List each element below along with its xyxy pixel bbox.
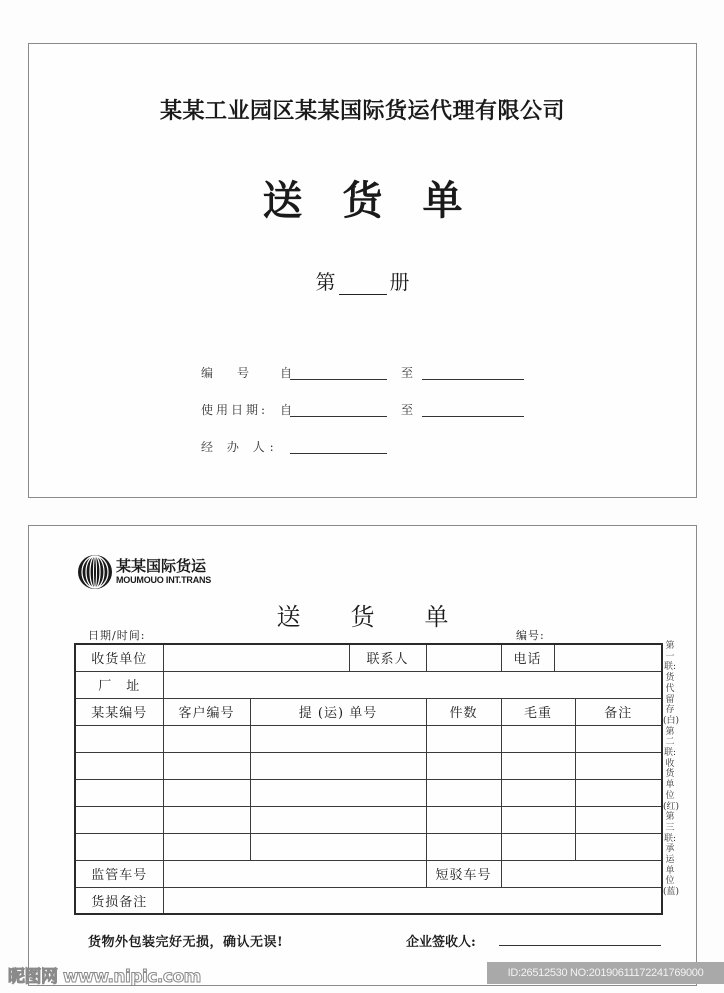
contact-label: 联系人 [349, 644, 426, 671]
cell-pieces[interactable] [426, 779, 501, 806]
cover-page [28, 43, 697, 498]
col-header-our-number: 某某编号 [75, 698, 163, 725]
logo-name-en: MOUMOUO INT.TRANS [116, 575, 212, 585]
cell-our-number[interactable] [75, 752, 163, 779]
delivery-form [28, 525, 697, 986]
cell-our-number[interactable] [75, 833, 163, 860]
serial-from-field[interactable] [290, 379, 387, 380]
goods-confirmation-text: 货物外包装完好无损，确认无误! [88, 935, 284, 950]
address-row [75, 671, 662, 698]
cell-remarks[interactable] [575, 779, 662, 806]
cell-bill-number[interactable] [250, 833, 426, 860]
watermark-site: 昵图网 www.nipic.com [8, 967, 201, 987]
cell-our-number[interactable] [75, 725, 163, 752]
cell-remarks[interactable] [575, 833, 662, 860]
usage-date-label: 使用日期: [201, 403, 269, 417]
cell-gross-weight[interactable] [501, 806, 575, 833]
cell-our-number[interactable] [75, 806, 163, 833]
address-field[interactable] [163, 671, 662, 698]
cell-customer-number[interactable] [163, 779, 250, 806]
customs-vehicle-label: 监管车号 [75, 860, 163, 887]
phone-field[interactable] [554, 644, 662, 671]
cell-customer-number[interactable] [163, 833, 250, 860]
table-row [75, 833, 662, 860]
date-time-label: 日期/时间: [88, 629, 146, 642]
customs-vehicle-field[interactable] [163, 860, 426, 887]
form-title: 送货单 [276, 603, 499, 631]
col-header-customer-number: 客户编号 [163, 698, 250, 725]
table-row [75, 752, 662, 779]
volume-line [29, 266, 696, 295]
copy-distribution-note: 第一联:货代留存(白) 第二联:收货单位(红) 第三联:承运单位(蓝) [663, 641, 680, 898]
company-name: 某某工业园区某某国际货运代理有限公司 [159, 98, 565, 124]
cell-pieces[interactable] [426, 806, 501, 833]
serial-to-field[interactable] [422, 379, 524, 380]
address-label: 厂 址 [75, 671, 163, 698]
cell-remarks[interactable] [575, 806, 662, 833]
cell-bill-number[interactable] [250, 725, 426, 752]
cell-bill-number[interactable] [250, 779, 426, 806]
serial-to-label: 至 [401, 366, 417, 380]
signer-label: 企业签收人: [406, 935, 476, 950]
col-header-bill-number: 提 (运) 单号 [250, 698, 426, 725]
cell-gross-weight[interactable] [501, 725, 575, 752]
date-from-field[interactable] [290, 416, 387, 417]
cell-remarks[interactable] [575, 725, 662, 752]
volume-prefix: 第 [315, 270, 336, 294]
consignee-field[interactable] [163, 644, 349, 671]
cell-bill-number[interactable] [250, 806, 426, 833]
volume-suffix: 册 [389, 270, 410, 294]
col-header-pieces: 件数 [426, 698, 501, 725]
table-row [75, 806, 662, 833]
volume-blank[interactable] [339, 277, 387, 295]
col-header-remarks: 备注 [575, 698, 662, 725]
contact-field[interactable] [426, 644, 501, 671]
form-number-label: 编号: [516, 629, 545, 642]
cell-our-number[interactable] [75, 779, 163, 806]
handler-label: 经 办 人: [201, 440, 279, 454]
cell-gross-weight[interactable] [501, 752, 575, 779]
consignee-row [75, 644, 662, 671]
company-logo-icon [77, 554, 113, 590]
table-row [75, 779, 662, 806]
date-to-label: 至 [401, 403, 417, 417]
date-to-field[interactable] [422, 416, 524, 417]
vehicle-row [75, 860, 662, 887]
cover-title: 送货单 [262, 177, 503, 224]
damage-remarks-label: 货损备注 [75, 887, 163, 914]
watermark-id: ID:26512530 NO:20190611172241769000 [487, 962, 724, 984]
cell-pieces[interactable] [426, 833, 501, 860]
cell-customer-number[interactable] [163, 725, 250, 752]
table-row [75, 725, 662, 752]
serial-label: 编 号 [201, 366, 250, 380]
handler-field[interactable] [290, 453, 387, 454]
date-from-label: 自 [280, 403, 296, 417]
damage-row [75, 887, 662, 914]
serial-from-label: 自 [280, 366, 296, 380]
signer-field[interactable] [499, 945, 661, 946]
logo-name-cn: 某某国际货运 [116, 557, 207, 575]
cell-gross-weight[interactable] [501, 833, 575, 860]
consignee-label: 收货单位 [75, 644, 163, 671]
cell-customer-number[interactable] [163, 806, 250, 833]
col-header-gross-weight: 毛重 [501, 698, 575, 725]
damage-remarks-field[interactable] [163, 887, 662, 914]
cell-remarks[interactable] [575, 752, 662, 779]
phone-label: 电话 [501, 644, 554, 671]
short-haul-vehicle-field[interactable] [501, 860, 662, 887]
table-header-row [75, 698, 662, 725]
cell-gross-weight[interactable] [501, 779, 575, 806]
short-haul-vehicle-label: 短驳车号 [426, 860, 501, 887]
cell-pieces[interactable] [426, 752, 501, 779]
cell-customer-number[interactable] [163, 752, 250, 779]
cell-pieces[interactable] [426, 725, 501, 752]
delivery-table [74, 643, 663, 915]
cell-bill-number[interactable] [250, 752, 426, 779]
